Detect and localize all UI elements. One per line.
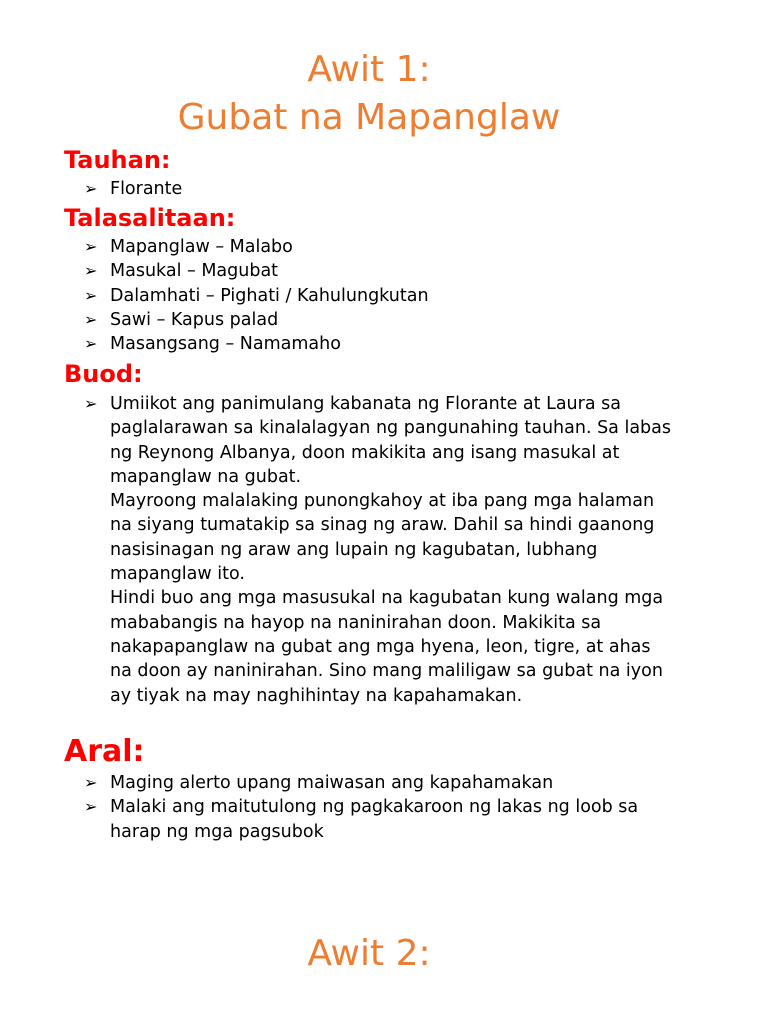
- summary-paragraph: Mayroong malalaking punongkahoy at iba pang mga halaman na siyang tumatakip sa sinag ng araw. Dahil sa hindi gaanong nasisinagan ng araw ang lupain ng kagubatan, lubhang mapanglaw ito.: [110, 491, 655, 585]
- talasalitaan-heading: Talasalitaan:: [64, 204, 236, 232]
- page-title-line2: Gubat na Mapanglaw: [177, 97, 561, 138]
- arrow-bullet-icon: ➢: [84, 237, 98, 256]
- arrow-bullet-icon: ➢: [84, 179, 98, 198]
- page-title-line1: Awit 1:: [307, 49, 431, 90]
- arrow-bullet-icon: ➢: [84, 285, 98, 305]
- summary-paragraph: Umiikot ang panimulang kabanata ng Florante at Laura sa paglalarawan sa kinalalagyan ng pangunahing tauhan. Sa labas ng Reynong Albanya, doon makikita ang isang masukal at mapanglaw na gubat.: [110, 394, 672, 487]
- tauhan-list: [0, 177, 670, 201]
- list-item: [0, 177, 670, 201]
- list-item-text: Masukal – Magubat: [110, 261, 279, 282]
- summary-paragraph: Hindi buo ang mga masusukal na kagubatan kung walang mga mababangis na hayop na naninirahan doon. Makikita sa nakapapanglaw na gubat ang mga hyena, leon, tigre, at ahas na doon ay naninirahan. Sino mang maliligaw sa gubat na iyon ay tiyak na may naghihintay na kapahamakan.: [110, 588, 664, 706]
- aral-list: [0, 771, 670, 844]
- arrow-bullet-icon: ➢: [84, 394, 98, 413]
- list-item-text: Malaki ang maitutulong ng pagkakaroon ng lakas ng loob sa harap ng mga pagsubok: [110, 797, 639, 842]
- list-item: [0, 259, 670, 283]
- arrow-bullet-icon: ➢: [84, 797, 98, 817]
- list-item: [0, 235, 670, 259]
- arrow-bullet-icon: ➢: [84, 773, 98, 792]
- list-item-text: Florante: [110, 179, 183, 199]
- list-item-text: Dalamhati – Pighati / Kahulungkutan: [110, 285, 429, 306]
- list-item: [0, 308, 670, 332]
- list-item: [0, 771, 670, 795]
- list-item: [0, 284, 670, 308]
- list-item-text: Maging alerto upang maiwasan ang kapahamakan: [110, 773, 554, 793]
- list-item-text: Mapanglaw – Malabo: [110, 237, 293, 257]
- tauhan-heading: Tauhan:: [64, 146, 171, 174]
- arrow-bullet-icon: ➢: [84, 309, 98, 329]
- buod-heading: Buod:: [64, 360, 143, 388]
- arrow-bullet-icon: ➢: [84, 261, 98, 281]
- list-item-text: Sawi – Kapus palad: [110, 309, 279, 330]
- next-section-title: Awit 2:: [307, 933, 431, 974]
- list-item: [0, 332, 670, 356]
- arrow-bullet-icon: ➢: [84, 334, 98, 354]
- buod-summary: [0, 392, 680, 708]
- aral-heading: Aral:: [64, 734, 145, 769]
- talasalitaan-list: [0, 235, 670, 356]
- list-item-text: Masangsang – Namamaho: [110, 334, 341, 355]
- list-item: [0, 795, 670, 844]
